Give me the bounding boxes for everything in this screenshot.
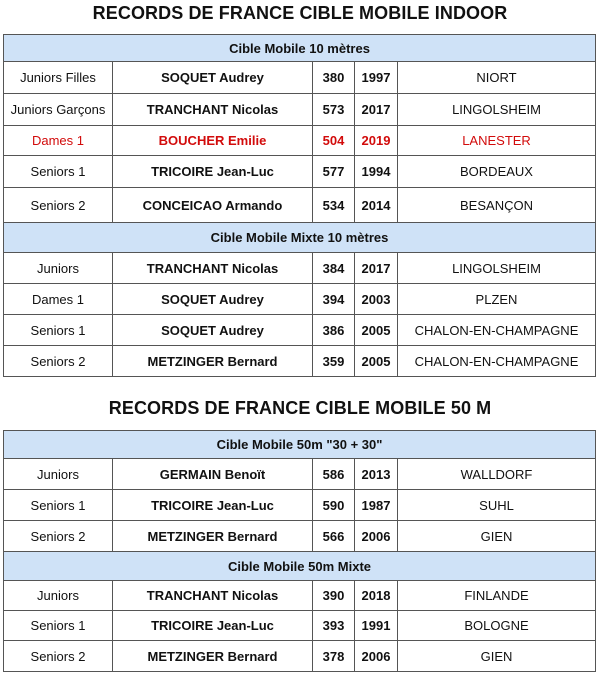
record-holder-name: BOUCHER Emilie xyxy=(113,126,313,156)
record-holder-name: TRANCHANT Nicolas xyxy=(113,253,313,284)
fifty-m-records-table xyxy=(3,430,596,672)
record-score: 586 xyxy=(313,459,355,490)
record-year: 2005 xyxy=(355,315,398,346)
indoor-records-table xyxy=(3,34,596,377)
record-place: WALLDORF xyxy=(398,459,596,490)
section-heading: Cible Mobile 50m Mixte xyxy=(4,552,596,581)
record-holder-name: METZINGER Bernard xyxy=(113,641,313,672)
record-row xyxy=(4,641,596,672)
record-category: Seniors 1 xyxy=(4,611,113,641)
record-place: SUHL xyxy=(398,490,596,521)
record-holder-name: SOQUET Audrey xyxy=(113,62,313,94)
record-score: 590 xyxy=(313,490,355,521)
section-header-row xyxy=(4,35,596,62)
record-place: LANESTER xyxy=(398,126,596,156)
record-row xyxy=(4,284,596,315)
record-score: 359 xyxy=(313,346,355,377)
record-category: Seniors 2 xyxy=(4,188,113,223)
record-score: 534 xyxy=(313,188,355,223)
record-row xyxy=(4,490,596,521)
record-place: GIEN xyxy=(398,641,596,672)
record-place: PLZEN xyxy=(398,284,596,315)
record-year: 2013 xyxy=(355,459,398,490)
page-title-50m: RECORDS DE FRANCE CIBLE MOBILE 50 M xyxy=(108,398,492,418)
record-row xyxy=(4,188,596,223)
record-year: 1991 xyxy=(355,611,398,641)
section-heading: Cible Mobile Mixte 10 mètres xyxy=(4,223,596,253)
record-place: FINLANDE xyxy=(398,581,596,611)
record-holder-name: TRICOIRE Jean-Luc xyxy=(113,611,313,641)
record-row xyxy=(4,521,596,552)
record-holder-name: GERMAIN Benoït xyxy=(113,459,313,490)
record-year: 2005 xyxy=(355,346,398,377)
section-header-row xyxy=(4,552,596,581)
record-category: Seniors 1 xyxy=(4,490,113,521)
record-score: 380 xyxy=(313,62,355,94)
record-place: LINGOLSHEIM xyxy=(398,253,596,284)
record-category: Seniors 1 xyxy=(4,315,113,346)
record-row xyxy=(4,94,596,126)
record-place: BESANÇON xyxy=(398,188,596,223)
record-holder-name: METZINGER Bernard xyxy=(113,346,313,377)
record-holder-name: METZINGER Bernard xyxy=(113,521,313,552)
record-score: 378 xyxy=(313,641,355,672)
record-place: LINGOLSHEIM xyxy=(398,94,596,126)
record-year: 2014 xyxy=(355,188,398,223)
record-place: BOLOGNE xyxy=(398,611,596,641)
record-category: Seniors 2 xyxy=(4,521,113,552)
record-category: Dames 1 xyxy=(4,126,113,156)
record-holder-name: TRICOIRE Jean-Luc xyxy=(113,156,313,188)
record-year: 2019 xyxy=(355,126,398,156)
record-year: 1987 xyxy=(355,490,398,521)
record-row xyxy=(4,126,596,156)
record-year: 1997 xyxy=(355,62,398,94)
record-category: Dames 1 xyxy=(4,284,113,315)
record-place: GIEN xyxy=(398,521,596,552)
record-category: Juniors xyxy=(4,581,113,611)
record-holder-name: TRANCHANT Nicolas xyxy=(113,581,313,611)
record-row xyxy=(4,156,596,188)
record-holder-name: SOQUET Audrey xyxy=(113,284,313,315)
record-place: CHALON-EN-CHAMPAGNE xyxy=(398,346,596,377)
record-place: BORDEAUX xyxy=(398,156,596,188)
record-holder-name: TRANCHANT Nicolas xyxy=(113,94,313,126)
record-year: 1994 xyxy=(355,156,398,188)
record-score: 577 xyxy=(313,156,355,188)
section-heading: Cible Mobile 10 mètres xyxy=(4,35,596,62)
record-holder-name: TRICOIRE Jean-Luc xyxy=(113,490,313,521)
record-holder-name: CONCEICAO Armando xyxy=(113,188,313,223)
record-category: Juniors Filles xyxy=(4,62,113,94)
record-year: 2006 xyxy=(355,641,398,672)
record-row xyxy=(4,315,596,346)
record-score: 504 xyxy=(313,126,355,156)
record-category: Juniors xyxy=(4,253,113,284)
record-row xyxy=(4,253,596,284)
section-heading: Cible Mobile 50m "30 + 30" xyxy=(4,431,596,459)
record-row xyxy=(4,346,596,377)
section-header-row xyxy=(4,223,596,253)
record-score: 573 xyxy=(313,94,355,126)
record-year: 2003 xyxy=(355,284,398,315)
section-header-row xyxy=(4,431,596,459)
record-row xyxy=(4,62,596,94)
record-holder-name: SOQUET Audrey xyxy=(113,315,313,346)
record-row xyxy=(4,581,596,611)
record-row xyxy=(4,611,596,641)
record-score: 384 xyxy=(313,253,355,284)
record-year: 2017 xyxy=(355,94,398,126)
record-place: CHALON-EN-CHAMPAGNE xyxy=(398,315,596,346)
record-score: 566 xyxy=(313,521,355,552)
record-score: 386 xyxy=(313,315,355,346)
record-score: 393 xyxy=(313,611,355,641)
record-year: 2017 xyxy=(355,253,398,284)
record-category: Juniors xyxy=(4,459,113,490)
record-category: Seniors 2 xyxy=(4,641,113,672)
record-category: Juniors Garçons xyxy=(4,94,113,126)
page-title-indoor: RECORDS DE FRANCE CIBLE MOBILE INDOOR xyxy=(92,3,508,23)
record-place: NIORT xyxy=(398,62,596,94)
record-row xyxy=(4,459,596,490)
record-year: 2018 xyxy=(355,581,398,611)
record-year: 2006 xyxy=(355,521,398,552)
record-category: Seniors 1 xyxy=(4,156,113,188)
record-score: 394 xyxy=(313,284,355,315)
record-category: Seniors 2 xyxy=(4,346,113,377)
record-score: 390 xyxy=(313,581,355,611)
